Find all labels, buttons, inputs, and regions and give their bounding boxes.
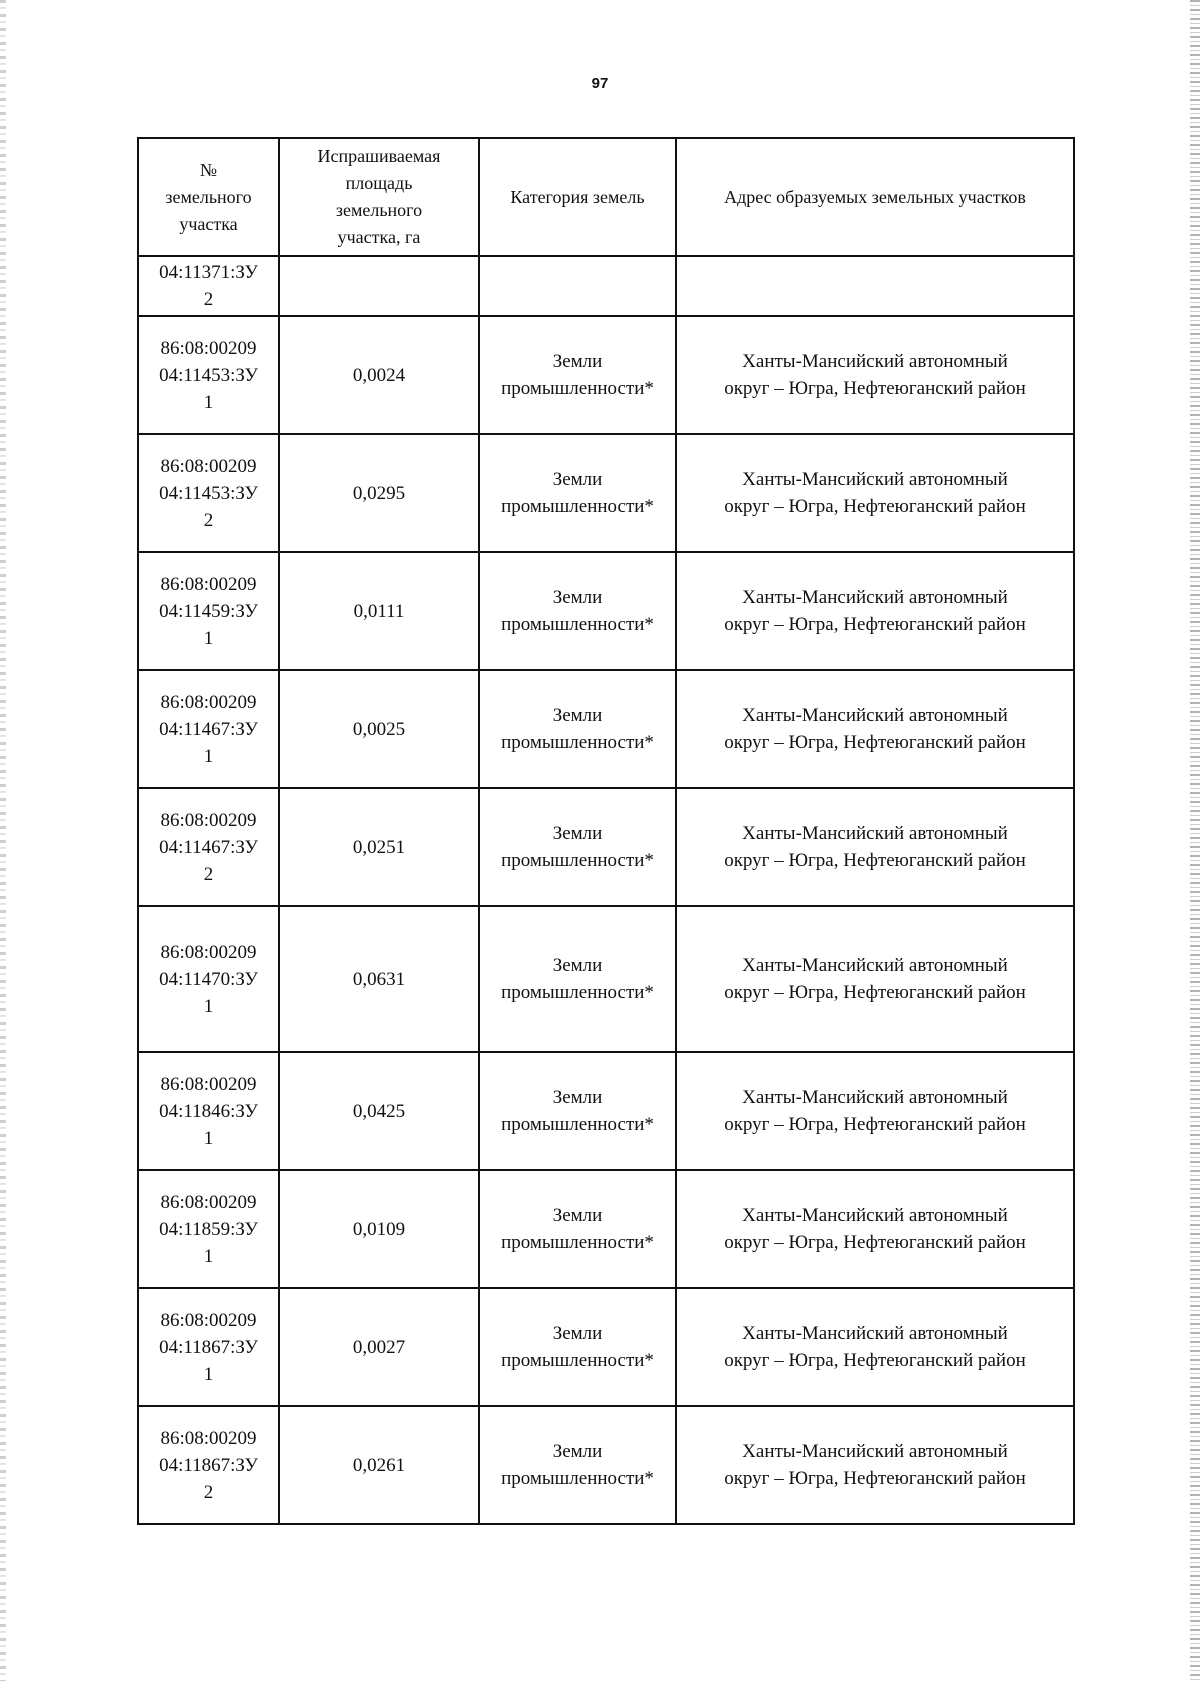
scan-edge-left [0, 0, 6, 1681]
cell-area: 0,0295 [279, 434, 479, 552]
plot-number-line: 04:11859:ЗУ [159, 1218, 258, 1240]
address-line: округ – Югра, Нефтеюганский район [724, 1232, 1026, 1253]
cell-area: 0,0027 [279, 1288, 479, 1406]
plot-number-line: 1 [203, 391, 214, 413]
table-row [138, 1406, 1074, 1524]
table-row [138, 1052, 1074, 1170]
plot-number-line: 04:11867:ЗУ [159, 1336, 258, 1358]
address-line: округ – Югра, Нефтеюганский район [724, 1468, 1026, 1489]
category-line: Земли [552, 587, 603, 608]
plot-number-line: 2 [203, 863, 214, 885]
category-line: Земли [552, 1205, 603, 1226]
cell-address [676, 788, 1074, 906]
plot-number-line: 2 [203, 289, 214, 310]
cell-area: 0,0109 [279, 1170, 479, 1288]
table-row [138, 1288, 1074, 1406]
address-line: Ханты-Мансийский автономный [742, 1323, 1008, 1344]
cell-plot-number [138, 906, 279, 1052]
address-line: округ – Югра, Нефтеюганский район [724, 378, 1026, 399]
cell-category [479, 1170, 676, 1288]
table-row [138, 788, 1074, 906]
plot-number-line: 86:08:00209 [160, 1427, 257, 1449]
scan-edge-right [1190, 0, 1200, 1681]
cell-area: 0,0025 [279, 670, 479, 788]
table-row [138, 906, 1074, 1052]
address-line: Ханты-Мансийский автономный [742, 1205, 1008, 1226]
table-row [138, 434, 1074, 552]
table-row [138, 670, 1074, 788]
address-line: округ – Югра, Нефтеюганский район [724, 982, 1026, 1003]
cell-area: 0,0251 [279, 788, 479, 906]
category-line: промышленности* [501, 1114, 654, 1135]
cell-area: 0,0261 [279, 1406, 479, 1524]
cell-area [279, 256, 479, 316]
plot-number-line: 04:11453:ЗУ [159, 364, 258, 386]
cell-address [676, 552, 1074, 670]
plot-number-line: 86:08:00209 [160, 1073, 257, 1095]
plot-number-line: 04:11459:ЗУ [159, 600, 258, 622]
cell-address [676, 670, 1074, 788]
category-line: промышленности* [501, 732, 654, 753]
category-line: промышленности* [501, 982, 654, 1003]
address-line: Ханты-Мансийский автономный [742, 1441, 1008, 1462]
plot-number-line: 86:08:00209 [160, 455, 257, 477]
cell-category [479, 670, 676, 788]
cell-area: 0,0024 [279, 316, 479, 434]
table-row [138, 552, 1074, 670]
plot-number-line: 86:08:00209 [160, 337, 257, 359]
continuation-row [138, 256, 1074, 316]
address-line: округ – Югра, Нефтеюганский район [724, 850, 1026, 871]
address-line: округ – Югра, Нефтеюганский район [724, 614, 1026, 635]
cell-plot-number [138, 788, 279, 906]
category-line: промышленности* [501, 1468, 654, 1489]
plot-number-line: 04:11453:ЗУ [159, 482, 258, 504]
plot-number-line: 04:11470:ЗУ [159, 968, 258, 990]
cell-plot-number [138, 1052, 279, 1170]
plot-number-line: 86:08:00209 [160, 573, 257, 595]
header-text-line: земельного [165, 186, 252, 207]
plot-number-line: 86:08:00209 [160, 941, 257, 963]
category-line: Земли [552, 351, 603, 372]
category-line: промышленности* [501, 378, 654, 399]
address-line: Ханты-Мансийский автономный [742, 705, 1008, 726]
land-plots-table [137, 137, 1075, 1525]
address-line: Ханты-Мансийский автономный [742, 351, 1008, 372]
cell-address [676, 906, 1074, 1052]
category-line: Земли [552, 955, 603, 976]
address-line: Ханты-Мансийский автономный [742, 587, 1008, 608]
cell-plot-number [138, 1170, 279, 1288]
cell-area: 0,0425 [279, 1052, 479, 1170]
plot-number-line: 86:08:00209 [160, 1309, 257, 1331]
plot-number-line: 1 [203, 1363, 214, 1385]
category-line: промышленности* [501, 850, 654, 871]
cell-category [479, 316, 676, 434]
cell-category [479, 1406, 676, 1524]
category-line: Земли [552, 823, 603, 844]
category-line: Земли [552, 1323, 603, 1344]
cell-address [676, 434, 1074, 552]
cell-category [479, 552, 676, 670]
address-line: округ – Югра, Нефтеюганский район [724, 732, 1026, 753]
header-text-line: Испрашиваемая [317, 146, 441, 166]
plot-number-line: 04:11867:ЗУ [159, 1454, 258, 1476]
header-address: Адрес образуемых земельных участков [676, 138, 1074, 256]
cell-plot-number [138, 670, 279, 788]
header-text-line: земельного [335, 200, 423, 220]
category-line: Земли [552, 705, 603, 726]
cell-category [479, 1288, 676, 1406]
cell-plot-number [138, 1406, 279, 1524]
header-plot-number [138, 138, 279, 256]
category-line: Земли [552, 469, 603, 490]
table-row [138, 1170, 1074, 1288]
header-requested-area [279, 138, 479, 256]
cell-plot-number [138, 552, 279, 670]
cell-plot-number [138, 256, 279, 316]
cell-plot-number [138, 1288, 279, 1406]
category-line: промышленности* [501, 496, 654, 517]
plot-number-line: 04:11467:ЗУ [159, 718, 258, 740]
address-line: округ – Югра, Нефтеюганский район [724, 1350, 1026, 1371]
plot-number-line: 86:08:00209 [160, 1191, 257, 1213]
category-line: промышленности* [501, 1232, 654, 1253]
address-line: Ханты-Мансийский автономный [742, 823, 1008, 844]
cell-address [676, 1170, 1074, 1288]
cell-category [479, 906, 676, 1052]
address-line: округ – Югра, Нефтеюганский район [724, 496, 1026, 517]
cell-plot-number [138, 434, 279, 552]
cell-address [676, 1052, 1074, 1170]
cell-category [479, 256, 676, 316]
header-text-line: участка [179, 213, 238, 234]
cell-area: 0,0631 [279, 906, 479, 1052]
header-text-line: участка, га [337, 227, 421, 247]
plot-number-line: 1 [203, 627, 214, 649]
header-text-line: № [199, 159, 218, 180]
plot-number-line: 2 [203, 509, 214, 531]
plot-number-line: 86:08:00209 [160, 691, 257, 713]
cell-category [479, 788, 676, 906]
header-land-category: Категория земель [479, 138, 676, 256]
category-line: Земли [552, 1441, 603, 1462]
plot-number-line: 86:08:00209 [160, 809, 257, 831]
page-number: 97 [591, 75, 609, 92]
category-line: промышленности* [501, 614, 654, 635]
address-line: Ханты-Мансийский автономный [742, 1087, 1008, 1108]
plot-number-line: 04:11467:ЗУ [159, 836, 258, 858]
cell-area: 0,0111 [279, 552, 479, 670]
address-line: Ханты-Мансийский автономный [742, 469, 1008, 490]
cell-plot-number [138, 316, 279, 434]
cell-address [676, 1406, 1074, 1524]
plot-number-line: 1 [203, 1245, 214, 1267]
plot-number-line: 04:11371:ЗУ [159, 262, 258, 283]
cell-category [479, 434, 676, 552]
plot-number-line: 1 [203, 995, 214, 1017]
plot-number-line: 1 [203, 1127, 214, 1149]
header-text-line: площадь [345, 173, 413, 193]
cell-address [676, 1288, 1074, 1406]
plot-number-line: 04:11846:ЗУ [159, 1100, 258, 1122]
table-header-row [138, 138, 1074, 256]
category-line: Земли [552, 1087, 603, 1108]
table-row [138, 316, 1074, 434]
cell-address [676, 256, 1074, 316]
cell-category [479, 1052, 676, 1170]
category-line: промышленности* [501, 1350, 654, 1371]
address-line: Ханты-Мансийский автономный [742, 955, 1008, 976]
plot-number-line: 2 [203, 1481, 214, 1503]
plot-number-line: 1 [203, 745, 214, 767]
address-line: округ – Югра, Нефтеюганский район [724, 1114, 1026, 1135]
cell-address [676, 316, 1074, 434]
